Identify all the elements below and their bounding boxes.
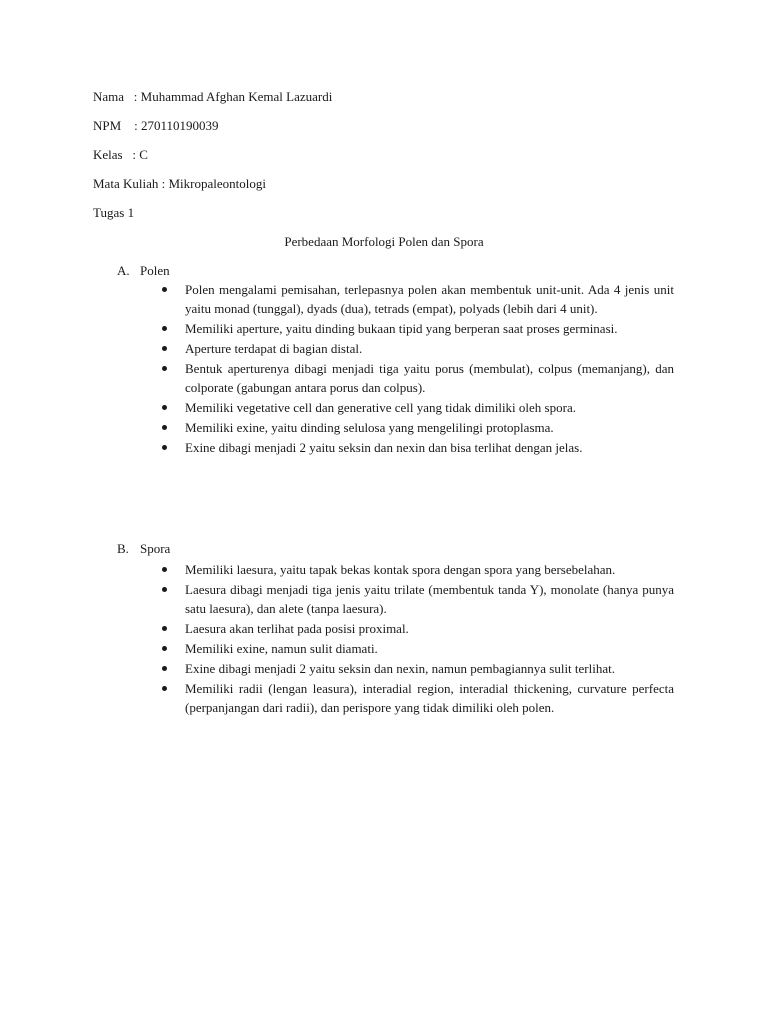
course-line: Mata Kuliah : Mikropaleontologi xyxy=(93,176,266,191)
assignment-label: Tugas 1 xyxy=(93,205,135,220)
list-item: Laesura akan terlihat pada posisi proximal. xyxy=(160,619,674,638)
bullet-icon xyxy=(162,666,167,671)
bullet-icon xyxy=(162,567,167,572)
list-item: Memiliki vegetative cell dan generative cell yang tidak dimiliki oleh spora. xyxy=(160,398,674,417)
section-title: Polen xyxy=(140,263,170,278)
list-item: Bentuk aperturenya dibagi menjadi tiga yaitu porus (membulat), colpus (memanjang), dan colporate (gabungan antara porus dan colpus). xyxy=(160,359,674,397)
section-letter: B. xyxy=(117,541,129,556)
list-item: Memiliki exine, namun sulit diamati. xyxy=(160,639,674,658)
list-item: Memiliki radii (lengan leasura), interadial region, interadial thickening, curvature perfecta (perpanjangan dari radii), dan perispore yang tidak dimiliki oleh polen. xyxy=(160,679,674,717)
list-item: Exine dibagi menjadi 2 yaitu seksin dan nexin dan bisa terlihat dengan jelas. xyxy=(160,438,674,457)
spora-bullet-list xyxy=(160,560,674,718)
bullet-icon xyxy=(162,646,167,651)
list-item: Memiliki aperture, yaitu dinding bukaan tipid yang berperan saat proses germinasi. xyxy=(160,319,674,338)
list-item: Aperture terdapat di bagian distal. xyxy=(160,339,674,358)
bullet-icon xyxy=(162,366,167,371)
list-item: Laesura dibagi menjadi tiga jenis yaitu trilate (membentuk tanda Y), monolate (hanya punya satu laesura), dan alete (tanpa laesura). xyxy=(160,580,674,618)
section-heading-polen xyxy=(117,263,170,279)
section-letter: A. xyxy=(117,263,130,278)
bullet-icon xyxy=(162,587,167,592)
bullet-icon xyxy=(162,405,167,410)
bullet-icon xyxy=(162,425,167,430)
bullet-icon xyxy=(162,626,167,631)
list-item: Memiliki exine, yaitu dinding selulosa yang mengelilingi protoplasma. xyxy=(160,418,674,437)
bullet-icon xyxy=(162,445,167,450)
list-item: Polen mengalami pemisahan, terlepasnya polen akan membentuk unit-unit. Ada 4 jenis unit yaitu monad (tunggal), dyads (dua), tetrads (empat), polyads (lebih dari 4 unit). xyxy=(160,280,674,318)
section-title: Spora xyxy=(140,541,171,556)
polen-bullet-list xyxy=(160,280,674,458)
bullet-icon xyxy=(162,287,167,292)
student-name-line: Nama : Muhammad Afghan Kemal Lazuardi xyxy=(93,89,333,104)
list-item: Exine dibagi menjadi 2 yaitu seksin dan nexin, namun pembagiannya sulit terlihat. xyxy=(160,659,674,678)
document-title: Perbedaan Morfologi Polen dan Spora xyxy=(284,234,484,249)
student-npm-line: NPM : 270110190039 xyxy=(93,118,219,133)
list-item: Memiliki laesura, yaitu tapak bekas kontak spora dengan spora yang bersebelahan. xyxy=(160,560,674,579)
class-line: Kelas : C xyxy=(93,147,148,162)
bullet-icon xyxy=(162,326,167,331)
bullet-icon xyxy=(162,686,167,691)
bullet-icon xyxy=(162,346,167,351)
section-heading-spora xyxy=(117,541,170,557)
